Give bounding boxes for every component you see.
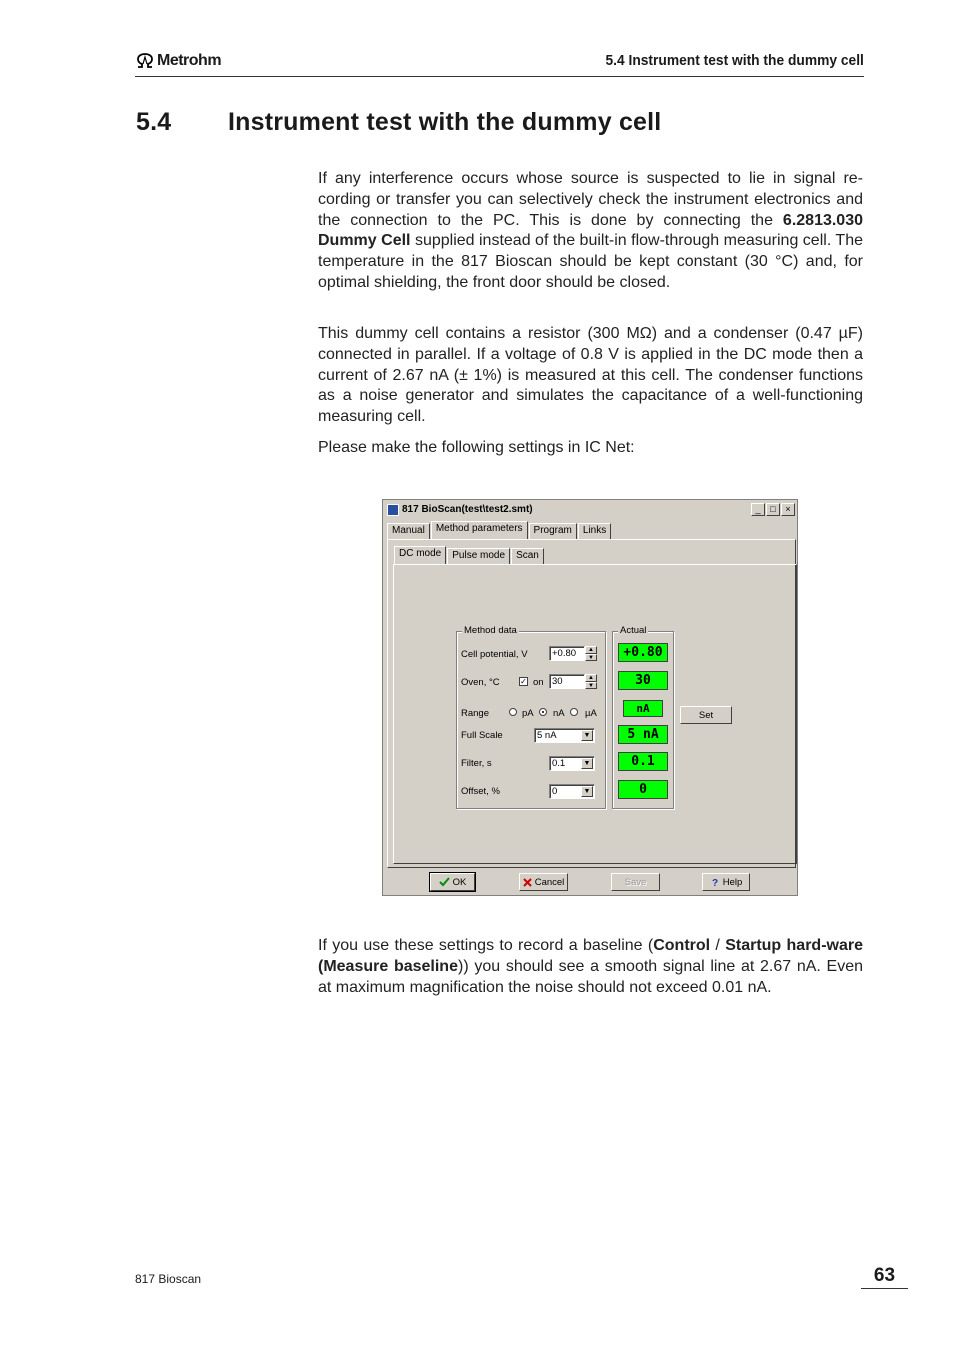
cancel-x-icon <box>523 878 532 887</box>
range-ua-radio[interactable] <box>570 708 578 716</box>
chevron-down-icon[interactable]: ▼ <box>581 758 593 769</box>
paragraph-baseline <box>318 936 863 998</box>
menu-path-control: Control <box>653 937 711 954</box>
svg-text:?: ? <box>711 878 718 887</box>
offset-value: 0 <box>552 786 558 797</box>
tab-manual[interactable]: Manual <box>387 523 430 540</box>
oven-down-button[interactable]: ▼ <box>585 682 597 689</box>
actual-label: Actual <box>620 625 647 636</box>
save-button[interactable] <box>611 873 660 891</box>
section-heading <box>136 108 661 137</box>
page-header <box>135 48 864 77</box>
cell-potential-down-button[interactable]: ▼ <box>585 654 597 661</box>
actual-filter: 0.1 <box>618 752 668 771</box>
running-title: 5.4 Instrument test with the dummy cell <box>605 52 864 69</box>
dummy-cell-part-number: 6.2813.030 Dummy Cell <box>318 211 863 250</box>
oven-label: Oven, °C <box>461 677 500 688</box>
mode-tabs <box>394 548 545 565</box>
actual-range: nA <box>623 700 663 717</box>
paragraph-text: supplied instead of the built-in flow-through measuring cell. The temperature in the 817 Bioscan should be kept constant (30 °C) and, for optimal shielding, the front door should be closed. <box>318 232 864 291</box>
metrohm-omega-icon <box>135 53 155 69</box>
help-icon <box>710 877 720 887</box>
filter-select[interactable] <box>549 756 595 771</box>
logo-text: Metrohm <box>157 52 222 69</box>
tab-pulse-mode[interactable]: Pulse mode <box>447 548 510 565</box>
set-button-label: Set <box>698 709 714 721</box>
cancel-button-label: Cancel <box>534 876 565 888</box>
tab-program[interactable]: Program <box>529 523 577 540</box>
checkmark-icon <box>439 877 450 887</box>
paragraph-text: If any interference occurs whose source is suspected to lie in signal re-cording or transfer you can selectively check the instrument electronics and the connection to the PC. This is done by connecting the <box>318 170 863 229</box>
actual-full-scale: 5 nA <box>618 725 668 744</box>
bioscan-dialog <box>382 499 798 896</box>
main-tabs <box>387 523 612 540</box>
minimize-button[interactable]: _ <box>751 503 765 516</box>
dc-mode-panel <box>393 564 797 864</box>
offset-select[interactable] <box>549 784 595 799</box>
filter-label: Filter, s <box>461 758 492 769</box>
tab-dc-mode[interactable]: DC mode <box>394 546 446 565</box>
paragraph-text: If you use these settings to record a baseline ( <box>318 937 654 954</box>
cell-potential-label: Cell potential, V <box>461 649 528 660</box>
full-scale-value: 5 nA <box>537 730 557 741</box>
dialog-titlebar <box>385 502 795 517</box>
method-parameters-panel <box>387 539 796 868</box>
save-button-label: Save <box>624 876 647 888</box>
paragraph-intro <box>318 169 863 294</box>
method-data-label: Method data <box>464 625 517 636</box>
chevron-down-icon[interactable]: ▼ <box>581 786 593 797</box>
app-icon <box>387 504 399 516</box>
cancel-button[interactable] <box>519 873 568 891</box>
ok-button[interactable] <box>430 873 475 891</box>
tab-scan[interactable]: Scan <box>511 548 544 565</box>
range-pa-label: pA <box>522 708 534 719</box>
logo <box>135 52 221 70</box>
cell-potential-input[interactable]: +0.80 <box>549 646 585 661</box>
range-na-radio[interactable] <box>539 708 547 716</box>
menu-path-separator: / <box>710 937 726 954</box>
cell-potential-up-button[interactable]: ▲ <box>585 646 597 654</box>
paragraph-settings-intro: Please make the following settings in IC Net: <box>318 439 635 456</box>
paragraph-text: )) you should see a smooth signal line at 2.67 nA. Even at maximum magnification the noise should not exceed 0.01 nA. <box>318 957 864 996</box>
set-button[interactable] <box>680 706 732 724</box>
actual-offset: 0 <box>618 780 668 799</box>
tab-links[interactable]: Links <box>578 523 611 540</box>
filter-value: 0.1 <box>552 758 566 769</box>
range-ua-label: µA <box>585 708 597 719</box>
method-data-group <box>456 625 606 809</box>
menu-path-startup: Startup hard-ware (Measure baseline <box>318 937 863 975</box>
oven-up-button[interactable]: ▲ <box>585 674 597 682</box>
ok-button-label: OK <box>452 876 467 888</box>
tab-method-parameters[interactable]: Method parameters <box>431 521 528 540</box>
help-button-label: Help <box>722 876 743 888</box>
footer-product: 817 Bioscan <box>135 1272 202 1286</box>
dialog-title: 817 BioScan(test\test2.smt) <box>402 504 533 515</box>
section-number: 5.4 <box>136 108 172 136</box>
chevron-down-icon[interactable]: ▼ <box>581 730 593 741</box>
range-na-label: nA <box>553 708 565 719</box>
help-button[interactable] <box>702 873 750 891</box>
actual-group <box>612 625 674 809</box>
oven-on-checkbox[interactable]: ✓ <box>520 677 527 686</box>
full-scale-select[interactable] <box>534 728 595 743</box>
range-label: Range <box>461 708 489 719</box>
offset-label: Offset, % <box>461 786 500 797</box>
page-number: 63 <box>861 1265 908 1289</box>
actual-oven: 30 <box>618 671 668 690</box>
oven-input[interactable]: 30 <box>549 674 585 689</box>
section-title: Instrument test with the dummy cell <box>228 108 662 136</box>
range-pa-radio[interactable] <box>509 708 517 716</box>
paragraph-dummy-cell: This dummy cell contains a resistor (300 MΩ) and a condenser (0.47 µF) connected in parallel. If a voltage of 0.8 V is applied in the DC mode then a current of 2.67 nA (± 1%) is measured at this cell. The condenser functions as a noise generator and simulates the capacitance of a well-functioning measuring cell. <box>318 325 863 426</box>
full-scale-label: Full Scale <box>461 730 503 741</box>
actual-cell-potential: +0.80 <box>618 643 668 662</box>
oven-on-label: on <box>533 677 544 688</box>
maximize-button[interactable]: □ <box>766 503 780 516</box>
close-button[interactable]: × <box>781 503 795 516</box>
